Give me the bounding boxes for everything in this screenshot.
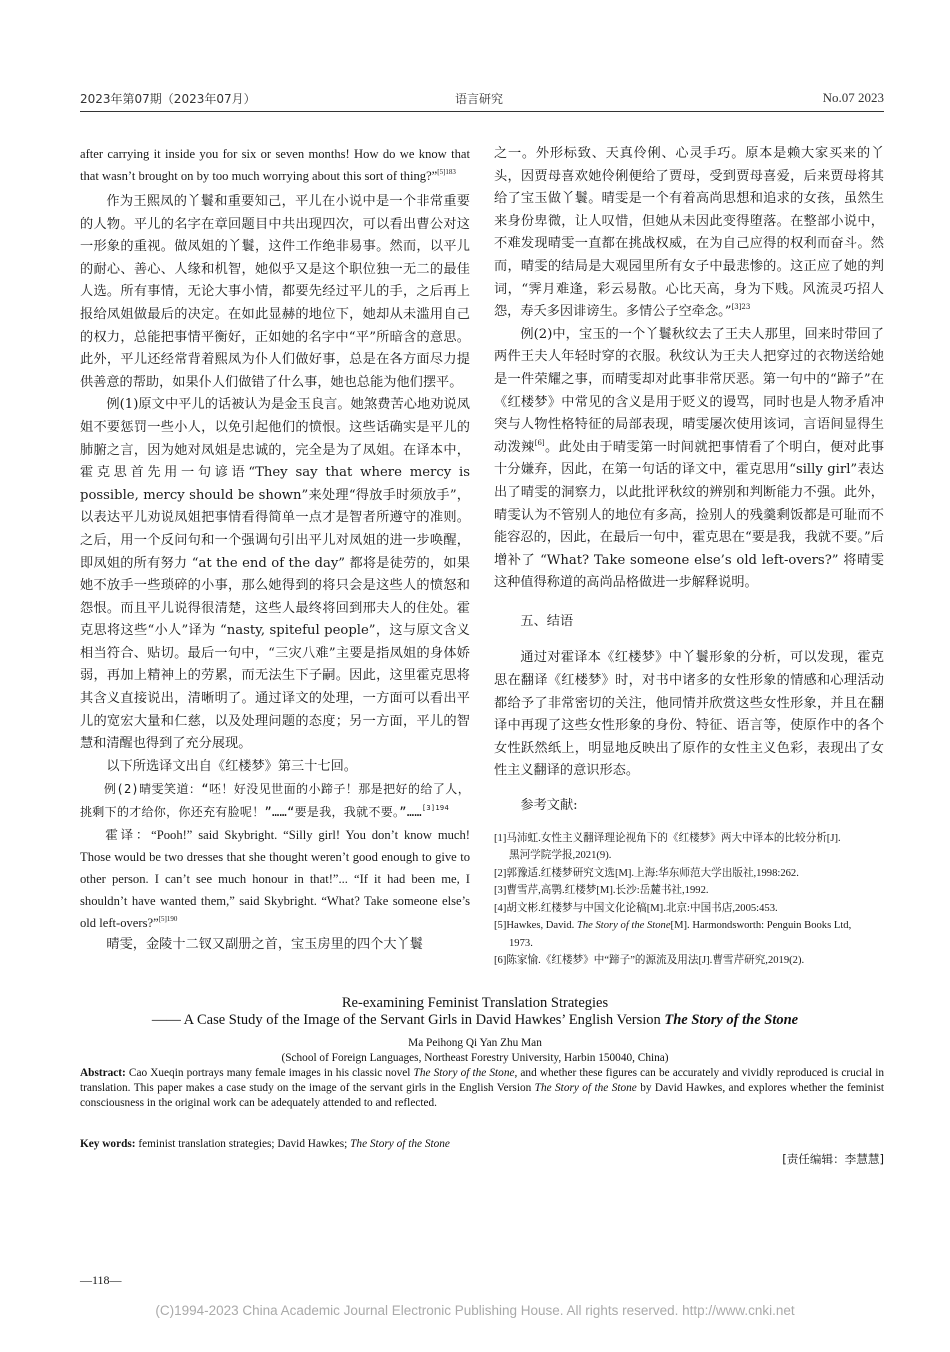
abstract-text: by David Hawkes, and explores whether the feminist consciousness in the original work can be adequately attended to and reflected. <box>80 1082 884 1109</box>
paragraph-source-note: 以下所选译文出自《红楼梦》第三十七回。 <box>106 758 357 774</box>
paragraph-qingwen-cont <box>494 143 884 324</box>
paragraph-conclusion: 通过对霍译本《红楼梦》中丫鬟形象的分析，可以发现，霍克思在翻译《红楼梦》时，对书中诸多的女性形象的情感和心理活动都给予了非常密切的关注，他同情并欣赏这些女性形象，并且在翻译中再现了这些女性形象的身份、特征、语言等，使原作中的各个女性跃然纸上，明显地反映出了原作的女性主义色彩，表现出了女性主义翻译的意识形态。 <box>494 650 884 779</box>
issue-number: No.07 2023 <box>822 90 884 105</box>
citation: [3]194 <box>421 804 449 813</box>
citation: [6] <box>534 438 545 447</box>
abstract-label: Abstract: <box>80 1067 126 1079</box>
kw-label: Key words: <box>80 1138 136 1150</box>
authors: Ma Peihong Qi Yan Zhu Man <box>408 1037 542 1049</box>
kw-text: feminist translation strategies; David Hawkes; <box>135 1138 351 1150</box>
english-subtitle <box>0 1013 950 1028</box>
example-2-original <box>80 778 470 823</box>
reference-item <box>494 865 884 883</box>
subtitle-book: The Story of the Stone <box>664 1012 799 1028</box>
left-column <box>80 143 470 956</box>
ref-text: [M]. Harmondsworth: Penguin Books Ltd, <box>670 920 852 932</box>
journal-issue: 2023年第07期（2023年07月） <box>80 92 256 106</box>
paragraph-qingwen-start: 晴雯，金陵十二钗又副册之首，宝玉房里的四个大丫鬟 <box>106 936 423 952</box>
reference-item <box>494 952 884 970</box>
citation: [5]183 <box>437 168 456 176</box>
responsible-editor: [责任编辑：李慧慧] <box>782 1152 884 1166</box>
journal-name: 语言研究 <box>455 92 504 106</box>
abstract-text: , and whether these figures can be accurately and vividly reproduced is crucial in translation. This paper makes a case study on the image of the servant girls in the English Version <box>80 1067 884 1094</box>
quote-continuation <box>80 143 470 187</box>
reference-item <box>494 882 884 900</box>
ref-text: [6]陈家愉.《红楼梦》中“蹄子”的源流及用法[J].曹雪芹研究,2019(2). <box>494 955 805 967</box>
copyright-footer: (C)1994-2023 China Academic Journal Electronic Publishing House. All rights reserved. http://www.cnki.net <box>155 1303 795 1318</box>
ref-text-cont: 1973. <box>509 937 533 949</box>
subtitle-text: —— A Case Study of the Image of the Servant Girls in David Hawkes’ English Version <box>151 1012 665 1028</box>
ref-text: [5]Hawkes, David. <box>494 920 577 932</box>
key-words <box>80 1137 884 1152</box>
reference-item <box>494 830 884 865</box>
abstract-book: The Story of the Stone <box>534 1082 637 1094</box>
english-title: Re-examining Feminist Translation Strategies <box>341 995 609 1011</box>
ref-text-cont: 黑河学院学报,2021(9). <box>509 850 612 862</box>
abstract-book: The Story of the Stone <box>413 1067 515 1079</box>
citation: [3]23 <box>731 303 751 312</box>
reference-list <box>494 830 884 970</box>
example-2-translation <box>80 824 470 934</box>
paragraph-pinger: 作为王熙凤的丫鬟和重要知己，平儿在小说中是一个非常重要的人物。平儿的名字在章回题目中共出现四次，可以看出曹公对这一形象的重视。做凤姐的丫鬟，这件工作绝非易事。然而，以平儿的耐心、善心、人缘和机智，她似乎又是这个职位独一无二的最佳人选。所有事情，无论大事小情，都要先经过平儿的手，之后再上报给凤姐做最后的决定。在如此显赫的地位下，她却从未滥用自己的权力，总能把事情平衡好，正如她的名字中“平”所暗含的意思。此外，平儿还经常背着熙凤为仆人们做好事，总是在各方面尽力提供善意的帮助，如果仆人们做错了什么事，她也总能为他们摆平。 <box>80 194 470 390</box>
example-2-text: 例(2)晴雯笑道：“呸！好没见世面的小蹄子！那是把好的给了人，挑剩下的才给你，你还充有脸呢！”……“要是我，我就不要。”…… <box>80 782 470 820</box>
page-number: —118— <box>80 1273 122 1287</box>
ref-text: [3]曹雪芹,高鹗.红楼梦[M].长沙:岳麓书社,1992. <box>494 885 709 897</box>
ref-text: [4]胡文彬.红楼梦与中国文化论稿[M].北京:中国书店,2005:453. <box>494 902 778 914</box>
citation: [5]190 <box>158 914 178 923</box>
ref-book-title: The Story of the Stone <box>576 920 671 932</box>
analysis-text-a: 例(2)中，宝玉的一个丫鬟秋纹去了王夫人那里，回来时带回了两件王夫人年轻时穿的衣服。秋纹认为王夫人把穿过的衣物送给她是一件荣耀之事，而晴雯却对此事非常厌恶。第一句中的“蹄子”在《红楼梦》中常见的含义是用于贬义的谩骂，同时也是人物矛盾冲突与人物性格特征的局部表现，晴雯屡次使用该词，言语间显得生动泼辣 <box>494 326 884 455</box>
right-column <box>494 143 884 970</box>
reference-item <box>494 900 884 918</box>
ref-text: [1]马沛虹.女性主义翻译理论视角下的《红楼梦》两大中译本的比较分析[J]. <box>494 832 841 844</box>
paragraph-example2-analysis <box>494 324 884 595</box>
affiliation: (School of Foreign Languages, Northeast Forestry University, Harbin 150040, China) <box>281 1052 669 1064</box>
kw-book: The Story of the Stone <box>350 1138 450 1150</box>
reference-item <box>494 917 884 952</box>
qingwen-text: 之一。外形标致、天真伶俐、心灵手巧。原本是赖大家买来的丫头，因贾母喜欢她伶俐便给了贾母，受到贾母喜爱，后来贾母将其给了宝玉做丫鬟。晴雯是一个有着高尚思想和追求的女孩，虽然生来身份卑微，让人叹惜，但她从未因此变得堕落。在整部小说中，不难发现晴雯一直都在挑战权威，在为自己应得的权利而奋斗。然而，晴雯的结局是大观园里所有女子中最悲惨的。这正应了她的判词，“霁月难逢，彩云易散。心比天高，身为下贱。风流灵巧招人怨，寿夭多因诽谤生。多情公子空牵念。” <box>494 146 884 320</box>
translation-text: 霍译：“Pooh!” said Skybright. “Silly girl! You don’t know much! Those would be two dresses that she thought weren’t good enough to give to other person. I can’t see much honour in that!”... “If it had been me, I shouldn’t have wanted them,” said Skybright. “What? Take someone else’s old left-overs?” <box>80 827 470 930</box>
references-title: 参考文献: <box>520 798 578 814</box>
paragraph-example1-analysis: 例(1)原文中平儿的话被认为是金玉良言。她煞费苦心地劝说凤姐不要惩罚一些小人，以免引起他们的愤恨。这些话确实是平儿的肺腑之言，因为她对凤姐是忠诚的，完全是为了凤姐。在译本中，霍克思首先用一句谚语“They say that where mercy is possible, mercy should be shown”来处理“得放手时须放手”，以表达平儿劝说凤姐把事情看得简单一点才是智者所遵守的准则。之后，用一个反问句和一个强调句引出平儿对凤姐的进一步唤醒，即凤姐的所有努力 “at the end of the day” 都将是徒劳的，如果她不放手一些琐碎的小事，那么她得到的将只会是这些人的愤怒和怨恨。而且平儿说得很清楚，这些人最终将回到邢夫人的住处。霍克思将这些“小人”译为 “nasty, spiteful people”，这与原文含义相当符合、贴切。最后一句中，“三灾八难”主要是指凤姐的身体娇弱，再加上精神上的劳累，而无法生下子嗣。因此，这里霍克思将其含义直接说出，清晰明了。通过译文的处理，一方面可以看出平儿的宽宏大量和仁慈，以及处理问题的态度；另一方面，平儿的智慧和清醒也得到了充分展现。 <box>80 397 470 752</box>
header-rule <box>80 111 884 112</box>
analysis-text-b: 。此处由于晴雯第一时间就把事情看了个明白，便对此事十分嫌弃，因此，在第一句话的译文中，霍克思用“silly girl”表达出了晴雯的洞察力，以此批评秋纹的辨别和判断能力不强。此外，晴雯认为不管别人的地位有多高，捡别人的残羹剩饭都是可耻而不能容忍的，因此，在最后一句中，霍克思在“要是我，我就不要。”后增补了 “What? Take someone else’s old left-overs?” 将晴雯这种值得称道的高尚品格做进一步解释说明。 <box>494 439 885 591</box>
section-heading: 五、结语 <box>520 613 574 629</box>
abstract <box>80 1066 884 1111</box>
quote-text: after carrying it inside you for six or seven months! How do we know that that wasn’t brought on by too much worrying about this sort of thing?” <box>80 147 470 183</box>
abstract-text: Cao Xueqin portrays many female images in his classic novel <box>125 1067 414 1079</box>
ref-text: [2]郭豫适.红楼梦研究文选[M].上海:华东师范大学出版社,1998:262. <box>494 867 799 879</box>
